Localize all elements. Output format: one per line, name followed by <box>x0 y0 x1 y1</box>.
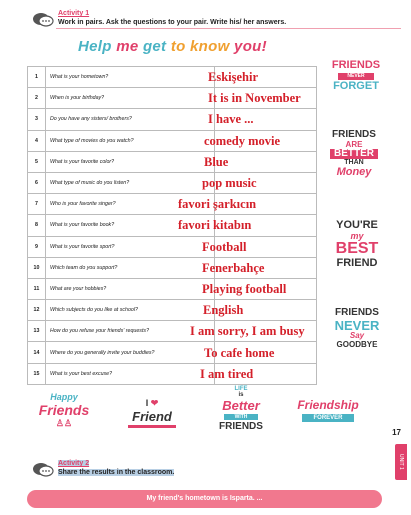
table-row <box>28 172 317 193</box>
sticker-friends-never-say-goodbye: FRIENDS NEVER Say GOODBYE <box>334 307 380 349</box>
activity2-label: Activity 2 <box>58 460 90 467</box>
row-number: 1 <box>28 67 46 88</box>
activity1-label: Activity 1 <box>58 10 90 17</box>
friends-figures-icon: ♙♙ <box>55 418 73 428</box>
unit-tab: UNIT 1 <box>395 444 407 480</box>
answer-cell[interactable] <box>215 151 317 172</box>
sticker-friendship-forever: Friendship FOREVER <box>297 398 359 421</box>
handwritten-answer: Blue <box>204 154 229 169</box>
question-cell: What type of movies do you watch? <box>45 130 214 151</box>
row-number: 10 <box>28 257 46 278</box>
handwritten-answer: Football <box>202 239 247 254</box>
question-cell: What is your best excuse? <box>45 363 214 384</box>
handwritten-answer: comedy movie <box>204 133 281 148</box>
handwritten-answer: Fenerbahçe <box>202 260 265 275</box>
table-row <box>28 257 317 278</box>
page-number: 17 <box>392 428 401 437</box>
row-number: 7 <box>28 194 46 215</box>
sticker-i-love-friend: I ❤ Friend <box>122 398 182 429</box>
handwritten-answer: I am tired <box>200 366 254 381</box>
handwritten-answer: favori şarkıcın <box>178 197 257 212</box>
row-number: 5 <box>28 151 46 172</box>
question-cell: What is your favorite color? <box>45 151 214 172</box>
question-cell: Who is your favorite singer? <box>45 194 214 215</box>
table-row <box>28 300 317 321</box>
handwritten-answer: I am sorry, I am busy <box>190 324 305 339</box>
row-number: 4 <box>28 130 46 151</box>
row-number: 14 <box>28 342 46 363</box>
table-row <box>28 151 317 172</box>
sticker-youre-my-best-friend: YOU'RE my BEST FRIEND <box>335 219 379 269</box>
row-number: 2 <box>28 88 46 109</box>
question-cell: Which team do you support? <box>45 257 214 278</box>
table-row <box>28 215 317 236</box>
handwritten-answer: favori kitabın <box>178 218 252 233</box>
table-row <box>28 363 317 384</box>
table-row <box>28 109 317 130</box>
handwritten-answer: It is in November <box>208 91 301 106</box>
sticker-friends-better-than-money: FRIENDS ARE BETTER THAN Money <box>326 130 382 178</box>
question-cell: What are your hobbies? <box>45 278 214 299</box>
handwritten-answer: I have ... <box>208 112 254 127</box>
row-number: 15 <box>28 363 46 384</box>
row-number: 12 <box>28 300 46 321</box>
question-cell: Where do you generally invite your buddies? <box>45 342 214 363</box>
question-cell: Do you have any sisters/ brothers? <box>45 109 214 130</box>
question-cell: What type of music do you listen? <box>45 172 214 193</box>
row-number: 13 <box>28 321 46 342</box>
speech-bubbles-icon <box>32 12 54 28</box>
question-cell: When is your birthday? <box>45 88 214 109</box>
divider <box>56 28 401 29</box>
activity2-instruction: Share the results in the classroom. <box>58 469 175 476</box>
page-title: Help me get to know you! <box>78 38 267 55</box>
question-cell: What is your favorite sport? <box>45 236 214 257</box>
handwritten-answer: To cafe home <box>204 345 275 360</box>
sticker-friends-never-forget: FRIENDS NEVER FORGET <box>331 59 381 92</box>
example-banner: My friend's hometown is Isparta. ... <box>27 490 382 508</box>
sticker-happy-friends: Happy Friends ♙♙ <box>34 392 94 429</box>
ribbon <box>128 425 176 428</box>
table-row <box>28 67 317 88</box>
heart-icon: ❤ <box>150 398 159 408</box>
row-number: 11 <box>28 278 46 299</box>
table-row <box>28 194 317 215</box>
handwritten-answer: Playing football <box>202 282 287 296</box>
table-row <box>28 236 317 257</box>
handwritten-answer: Eskişehir <box>208 70 259 84</box>
row-number: 8 <box>28 215 46 236</box>
question-cell: Which subjects do you like at school? <box>45 300 214 321</box>
row-number: 3 <box>28 109 46 130</box>
handwritten-answer: pop music <box>202 176 257 190</box>
handwritten-answer: English <box>203 303 244 318</box>
speech-bubbles-icon <box>32 462 54 478</box>
question-cell: How do you refuse your friends' requests? <box>45 321 214 342</box>
sticker-life-is-better-with-friends: LIFE is Better WITH FRIENDS <box>219 386 263 432</box>
activity1-instruction: Work in pairs. Ask the questions to your pair. Write his/ her answers. <box>58 19 287 26</box>
row-number: 9 <box>28 236 46 257</box>
row-number: 6 <box>28 172 46 193</box>
question-cell: What is your favorite book? <box>45 215 214 236</box>
question-cell: What is your hometown? <box>45 67 214 88</box>
